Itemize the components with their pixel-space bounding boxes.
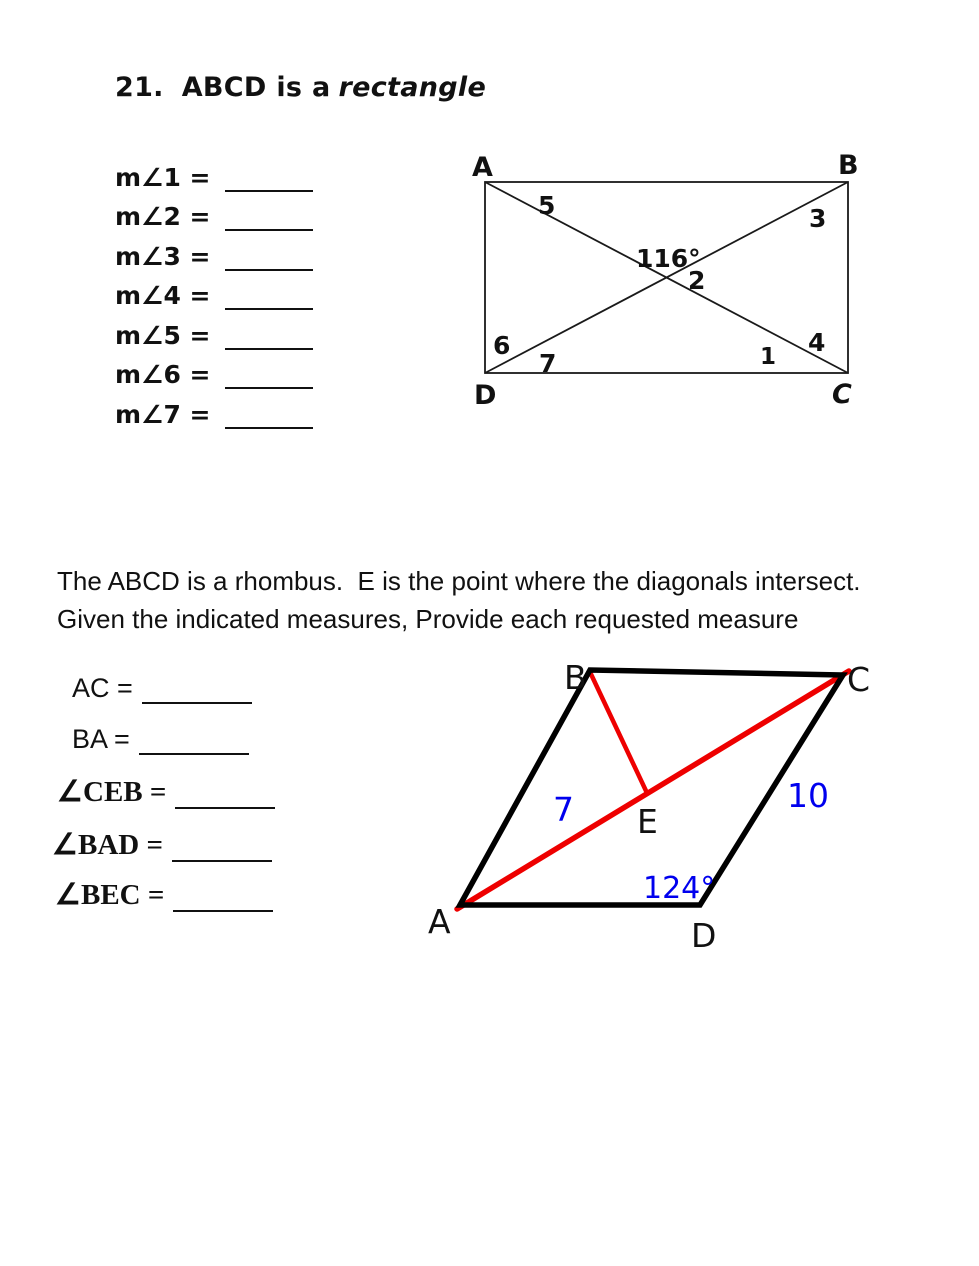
instructions-line-1: The ABCD is a rhombus. E is the point where the diagonals intersect. xyxy=(57,566,861,596)
rectangle-diagram xyxy=(460,146,875,416)
answer-row-CEB xyxy=(57,773,275,809)
angle-number-1: 1 xyxy=(760,344,777,370)
vertex-label-D: D xyxy=(474,380,497,411)
answer-label-BAD: ∠BAD = xyxy=(52,829,164,861)
answer-blank-CEB xyxy=(175,773,275,809)
angle-number-4: 4 xyxy=(808,328,826,357)
rhombus-diagram xyxy=(415,645,890,960)
angle-number-3: 3 xyxy=(809,204,827,233)
vertex-label-A: A xyxy=(472,152,493,183)
angle-row-6 xyxy=(115,350,313,390)
answer-blank-angle-4 xyxy=(225,278,313,310)
angle-label-5: m∠5 = xyxy=(115,320,211,350)
answer-blank-angle-5 xyxy=(225,318,313,350)
angle-number-6: 6 xyxy=(493,331,511,360)
answer-row-AC xyxy=(72,668,252,704)
angle-number-7: 7 xyxy=(539,349,557,378)
angle-row-2 xyxy=(115,192,313,232)
point-label-E: E xyxy=(637,802,658,841)
problem-21-title xyxy=(115,72,486,103)
angle-row-4 xyxy=(115,271,313,311)
rectangle-labels xyxy=(472,150,859,411)
answer-label-AC: AC = xyxy=(72,673,133,703)
angle-number-5: 5 xyxy=(538,191,556,220)
answer-blank-angle-2 xyxy=(225,199,313,231)
answer-blank-BEC xyxy=(173,876,273,912)
angle-row-1 xyxy=(115,152,313,192)
angle-label-6: m∠6 = xyxy=(115,360,211,389)
answer-label-CEB: ∠CEB = xyxy=(57,776,167,808)
measure-label-10: 10 xyxy=(787,776,829,815)
problem-title-shape: rectangle xyxy=(338,72,487,103)
angle-label-3: m∠3 = xyxy=(115,241,211,271)
answer-blank-angle-6 xyxy=(225,357,313,389)
segment-BE-red xyxy=(590,672,647,793)
angle-label-1: m∠1 = xyxy=(115,162,211,192)
angle-label-4: m∠4 = xyxy=(115,281,211,310)
angle-row-3 xyxy=(115,231,313,271)
angle-row-5 xyxy=(115,310,313,350)
answer-row-BEC xyxy=(55,876,273,912)
answer-label-BA: BA = xyxy=(72,724,130,754)
angle-label-7: m∠7 = xyxy=(115,399,211,429)
answer-blank-AC xyxy=(142,668,252,704)
instructions-line-2: Given the indicated measures, Provide each requested measure xyxy=(57,604,799,634)
angle-label-2: m∠2 = xyxy=(115,202,211,231)
vertex-label-A: A xyxy=(428,902,451,941)
answer-blank-angle-7 xyxy=(225,397,313,429)
answer-blank-angle-3 xyxy=(225,239,313,271)
angle-marker-116: 116° xyxy=(636,244,701,273)
rhombus-labels xyxy=(428,658,870,955)
angle-row-7 xyxy=(115,389,313,429)
problem-title-text: ABCD is a xyxy=(181,72,331,103)
problem-2-instructions xyxy=(57,562,861,638)
angle-number-2: 2 xyxy=(688,266,706,295)
measure-label-124: 124° xyxy=(643,871,716,906)
angle-measure-list xyxy=(115,152,313,429)
answer-blank-angle-1 xyxy=(225,160,313,192)
answer-blank-BA xyxy=(139,719,249,755)
answer-blank-BAD xyxy=(172,826,272,862)
answer-row-BA xyxy=(72,719,249,755)
measure-label-7: 7 xyxy=(553,790,574,829)
problem-number: 21. xyxy=(115,72,164,103)
answer-row-BAD xyxy=(52,826,272,862)
answer-label-BEC: ∠BEC = xyxy=(55,879,165,911)
vertex-label-D: D xyxy=(691,916,717,955)
vertex-label-B: B xyxy=(838,150,859,181)
vertex-label-B: B xyxy=(564,658,587,697)
vertex-label-C: C xyxy=(832,379,852,410)
vertex-label-C: C xyxy=(847,660,871,699)
